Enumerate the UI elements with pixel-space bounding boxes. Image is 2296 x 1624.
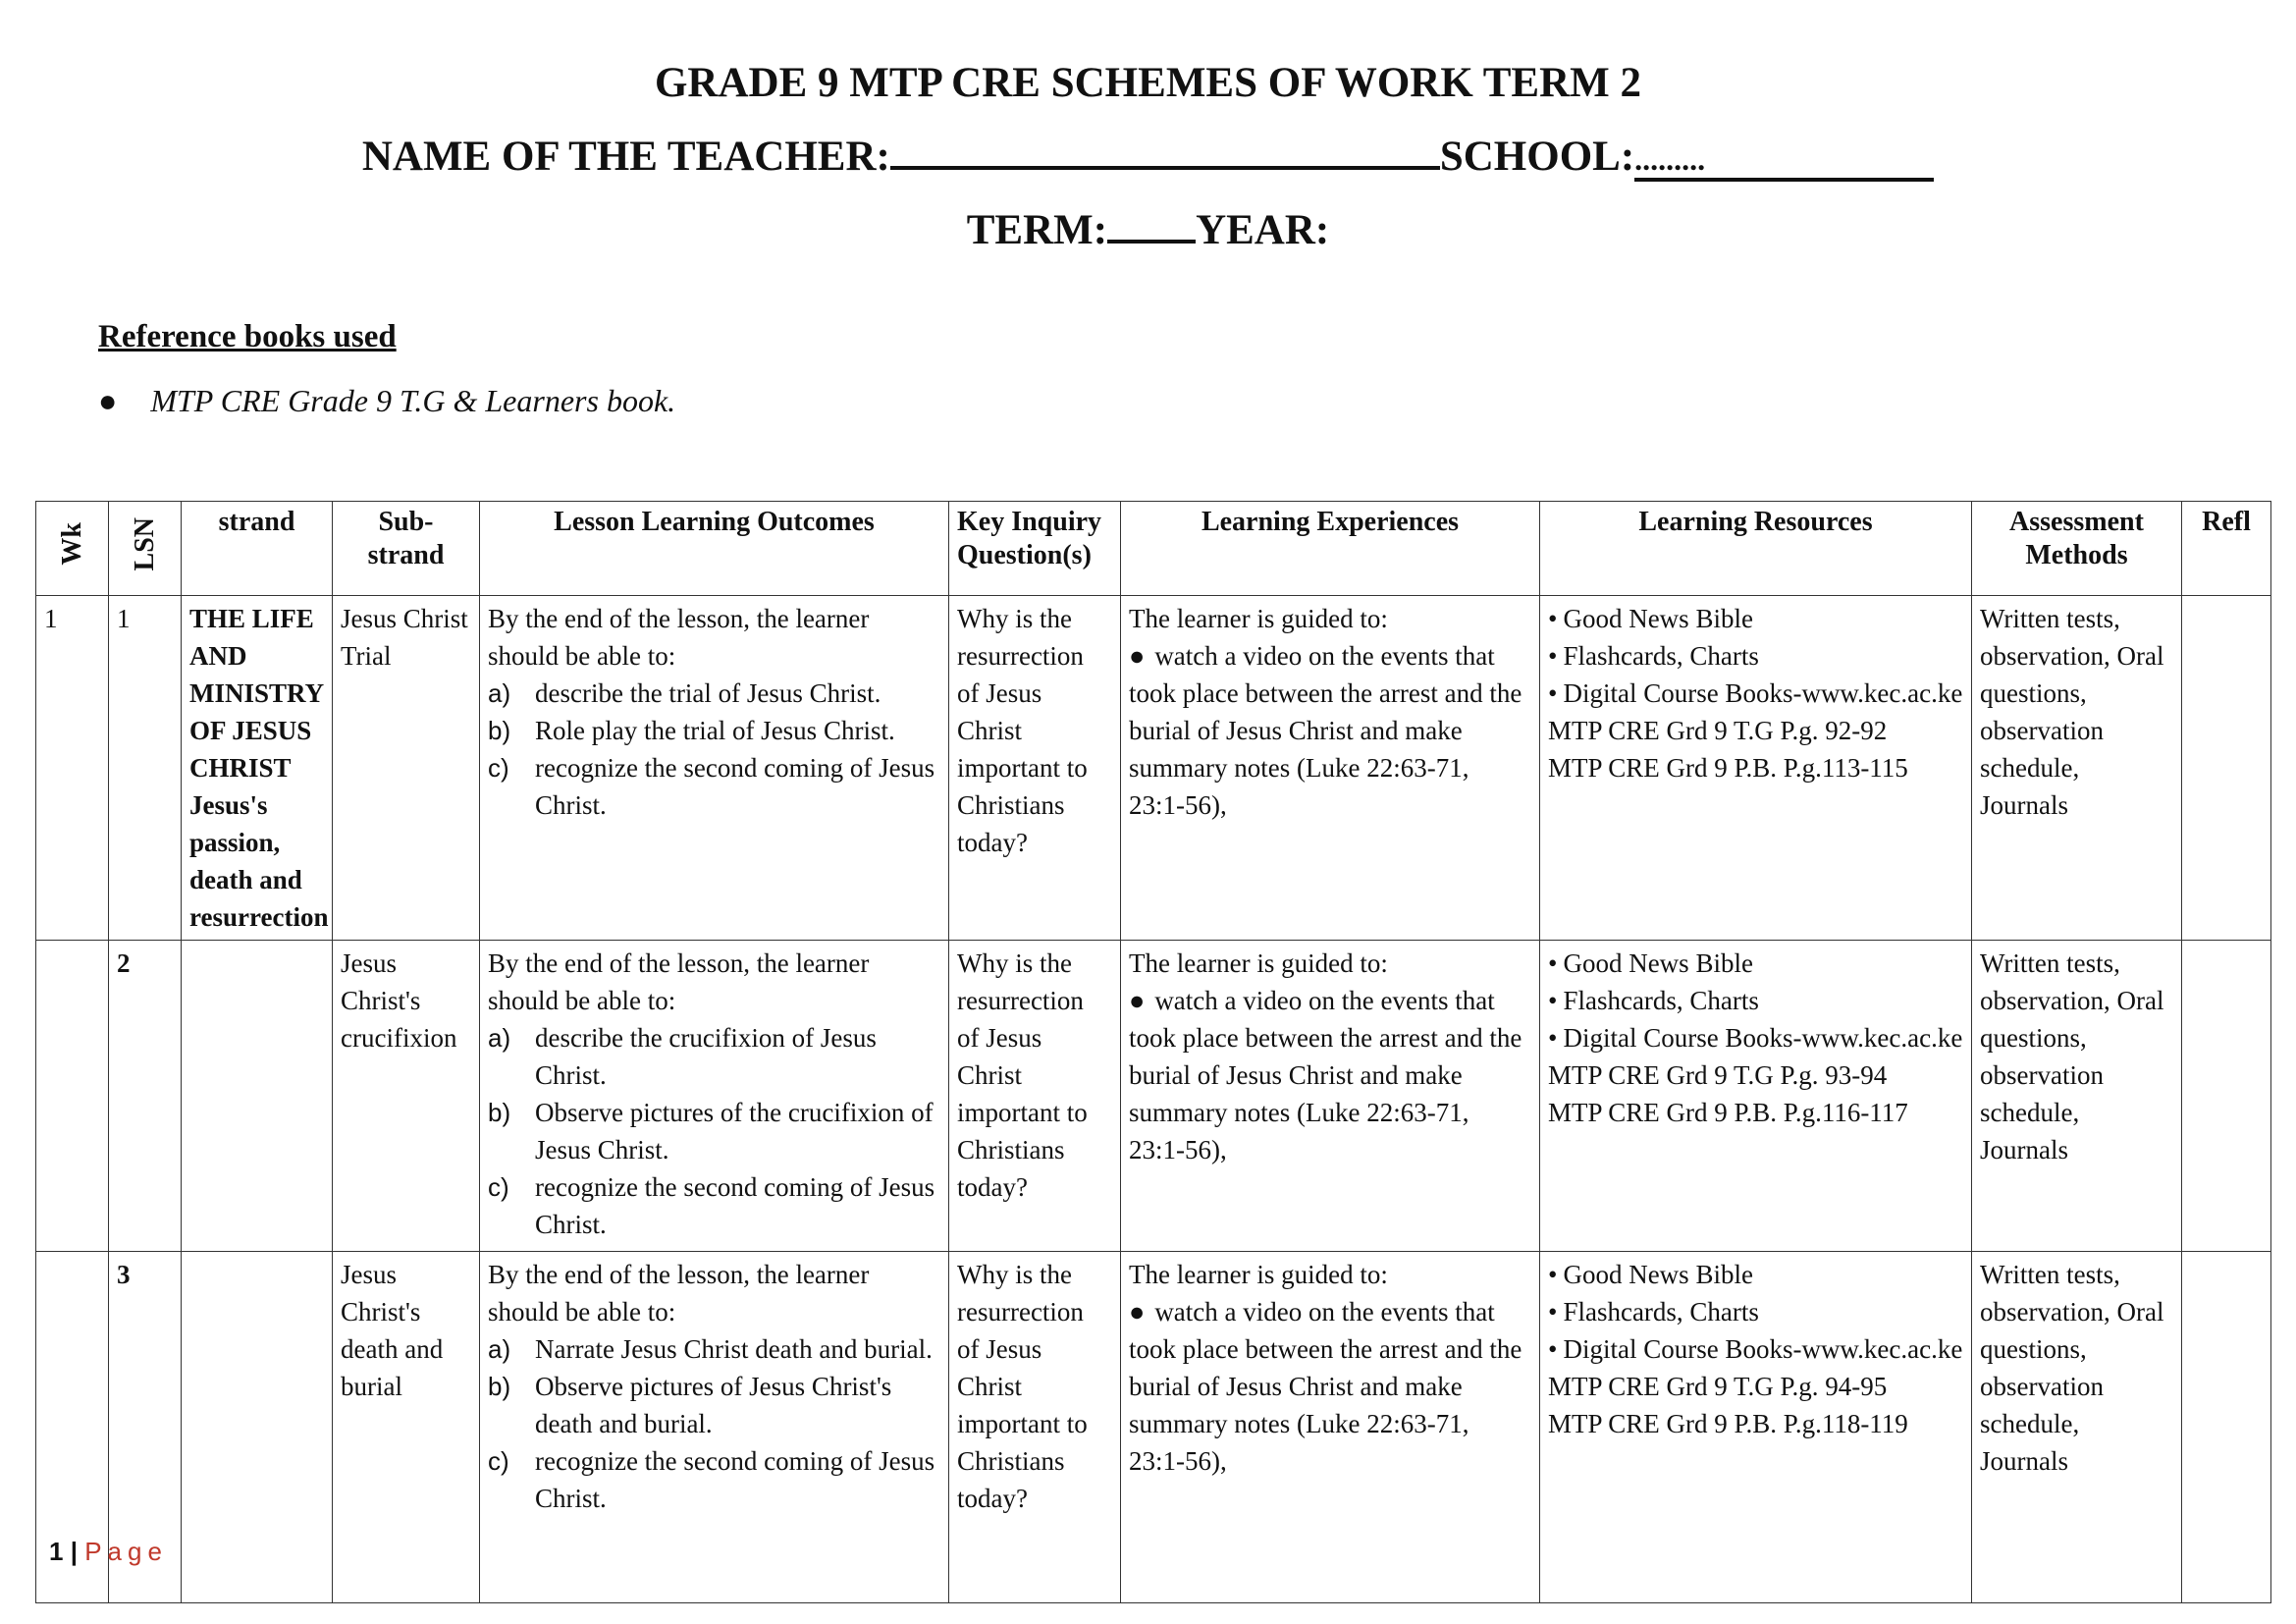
bullet-icon: ● — [1129, 986, 1146, 1015]
year-label: YEAR: — [1196, 207, 1330, 253]
list-item: • Flashcards, Charts — [1548, 1293, 1963, 1330]
resource-pb: MTP CRE Grd 9 P.B. P.g.118-119 — [1548, 1409, 1908, 1438]
header-assessment: Assessment Methods — [1972, 502, 2182, 596]
cell-assessment: Written tests, observation, Oral questions, observation schedule, Journals — [1972, 941, 2182, 1252]
cell-substrand: Jesus Christ Trial — [333, 596, 480, 941]
cell-wk: 1 — [36, 596, 109, 941]
teacher-school-line — [0, 133, 2296, 182]
cell-resources — [1540, 1252, 1972, 1603]
reference-item — [98, 383, 675, 419]
list-item: • Digital Course Books-www.kec.ac.ke — [1548, 1019, 1963, 1056]
cell-experiences — [1121, 596, 1540, 941]
cell-resources — [1540, 941, 1972, 1252]
header-strand: strand — [182, 502, 333, 596]
cell-strand — [182, 941, 333, 1252]
cell-lsn: 3 — [109, 1252, 182, 1603]
cell-wk — [36, 941, 109, 1252]
outcome-intro: By the end of the lesson, the learner should be able to: — [488, 948, 870, 1015]
table-row — [36, 1252, 2271, 1603]
list-item: b) Role play the trial of Jesus Christ. — [488, 716, 895, 745]
cell-strand — [182, 1252, 333, 1603]
outcome-list — [488, 1019, 940, 1243]
school-blank — [1634, 141, 1934, 182]
cell-resources — [1540, 596, 1972, 941]
experience-item: ● watch a video on the events that took place between the arrest and the burial of Jesus Christ and make summary notes (Luke 22:63-71, 23:1-56), — [1129, 1297, 1522, 1476]
list-item: • Good News Bible — [1548, 945, 1963, 982]
cell-outcomes — [480, 941, 949, 1252]
bullet-icon: ● — [98, 383, 118, 418]
list-item: • Good News Bible — [1548, 1256, 1963, 1293]
term-year-line — [0, 206, 2296, 254]
resource-pb: MTP CRE Grd 9 P.B. P.g.113-115 — [1548, 753, 1908, 783]
header-experiences: Learning Experiences — [1121, 502, 1540, 596]
list-item: a) describe the crucifixion of Jesus Christ. — [488, 1023, 877, 1090]
cell-lsn: 2 — [109, 941, 182, 1252]
list-item: • Flashcards, Charts — [1548, 982, 1963, 1019]
header-key-question: Key Inquiry Question(s) — [949, 502, 1121, 596]
list-item: c) recognize the second coming of Jesus Christ. — [488, 1446, 935, 1513]
experience-item: ● watch a video on the events that took place between the arrest and the burial of Jesus Christ and make summary notes (Luke 22:63-71, 23:1-56), — [1129, 986, 1522, 1164]
list-item: a) describe the trial of Jesus Christ. — [488, 678, 881, 708]
cell-assessment: Written tests, observation, Oral questions, observation schedule, Journals — [1972, 596, 2182, 941]
page-number: 1 — [49, 1537, 64, 1566]
scheme-table — [35, 501, 2271, 1603]
resource-pb: MTP CRE Grd 9 P.B. P.g.116-117 — [1548, 1098, 1908, 1127]
term-label: TERM: — [966, 207, 1108, 253]
list-item: b) Observe pictures of the crucifixion of Jesus Christ. — [488, 1098, 934, 1164]
school-dots: ......... — [1634, 141, 1706, 177]
outcome-list — [488, 1330, 940, 1517]
header-resources: Learning Resources — [1540, 502, 1972, 596]
document-title: GRADE 9 MTP CRE SCHEMES OF WORK TERM 2 — [654, 60, 1642, 106]
cell-refl — [2182, 941, 2271, 1252]
experience-intro: The learner is guided to: — [1129, 948, 1388, 978]
experience-intro: The learner is guided to: — [1129, 1260, 1388, 1289]
outcome-list — [488, 675, 940, 824]
resource-tg: MTP CRE Grd 9 T.G P.g. 93-94 — [1548, 1060, 1888, 1090]
table-row — [36, 941, 2271, 1252]
list-item: • Good News Bible — [1548, 600, 1963, 637]
resource-list — [1548, 1256, 1963, 1368]
header-lsn: LSN — [109, 502, 182, 596]
resource-list — [1548, 945, 1963, 1056]
list-item: • Digital Course Books-www.kec.ac.ke — [1548, 675, 1963, 712]
page-separator: | — [70, 1537, 78, 1566]
cell-lsn: 1 — [109, 596, 182, 941]
header-refl: Refl — [2182, 502, 2271, 596]
bullet-icon: ● — [1129, 641, 1146, 671]
list-item: a) Narrate Jesus Christ death and burial. — [488, 1334, 933, 1364]
outcome-intro: By the end of the lesson, the learner should be able to: — [488, 604, 870, 671]
header-substrand: Sub-strand — [333, 502, 480, 596]
list-item: b) Observe pictures of Jesus Christ's death and burial. — [488, 1372, 892, 1438]
cell-substrand: Jesus Christ's death and burial — [333, 1252, 480, 1603]
experience-intro: The learner is guided to: — [1129, 604, 1388, 633]
teacher-label: NAME OF THE TEACHER: — [361, 134, 890, 180]
term-blank — [1107, 212, 1196, 244]
page-word: Page — [84, 1537, 168, 1566]
cell-refl — [2182, 1252, 2271, 1603]
header-row — [36, 502, 2271, 596]
bullet-icon: ● — [1129, 1297, 1146, 1326]
cell-refl — [2182, 596, 2271, 941]
page-footer — [49, 1537, 168, 1567]
resource-tg: MTP CRE Grd 9 T.G P.g. 92-92 — [1548, 716, 1888, 745]
cell-outcomes — [480, 1252, 949, 1603]
header-wk: Wk — [36, 502, 109, 596]
cell-strand: THE LIFE AND MINISTRY OF JESUS CHRIST Jesus's passion, death and resurrection — [182, 596, 333, 941]
cell-outcomes — [480, 596, 949, 941]
cell-assessment: Written tests, observation, Oral questions, observation schedule, Journals — [1972, 1252, 2182, 1603]
cell-experiences — [1121, 941, 1540, 1252]
table-row — [36, 596, 2271, 941]
cell-key-question: Why is the resurrection of Jesus Christ important to Christians today? — [949, 941, 1121, 1252]
reference-heading: Reference books used — [98, 319, 397, 354]
list-item: c) recognize the second coming of Jesus Christ. — [488, 1172, 935, 1239]
list-item: c) recognize the second coming of Jesus Christ. — [488, 753, 935, 820]
outcome-intro: By the end of the lesson, the learner should be able to: — [488, 1260, 870, 1326]
experience-item: ● watch a video on the events that took place between the arrest and the burial of Jesus Christ and make summary notes (Luke 22:63-71, 23:1-56), — [1129, 641, 1522, 820]
list-item: • Digital Course Books-www.kec.ac.ke — [1548, 1330, 1963, 1368]
cell-substrand: Jesus Christ's crucifixion — [333, 941, 480, 1252]
school-label: SCHOOL: — [1439, 134, 1635, 180]
list-item: • Flashcards, Charts — [1548, 637, 1963, 675]
resource-list — [1548, 600, 1963, 712]
cell-experiences — [1121, 1252, 1540, 1603]
teacher-blank — [890, 138, 1440, 170]
cell-key-question: Why is the resurrection of Jesus Christ important to Christians today? — [949, 1252, 1121, 1603]
reference-text: MTP CRE Grade 9 T.G & Learners book. — [150, 383, 676, 418]
cell-key-question: Why is the resurrection of Jesus Christ important to Christians today? — [949, 596, 1121, 941]
resource-tg: MTP CRE Grd 9 T.G P.g. 94-95 — [1548, 1372, 1888, 1401]
header-outcomes: Lesson Learning Outcomes — [480, 502, 949, 596]
